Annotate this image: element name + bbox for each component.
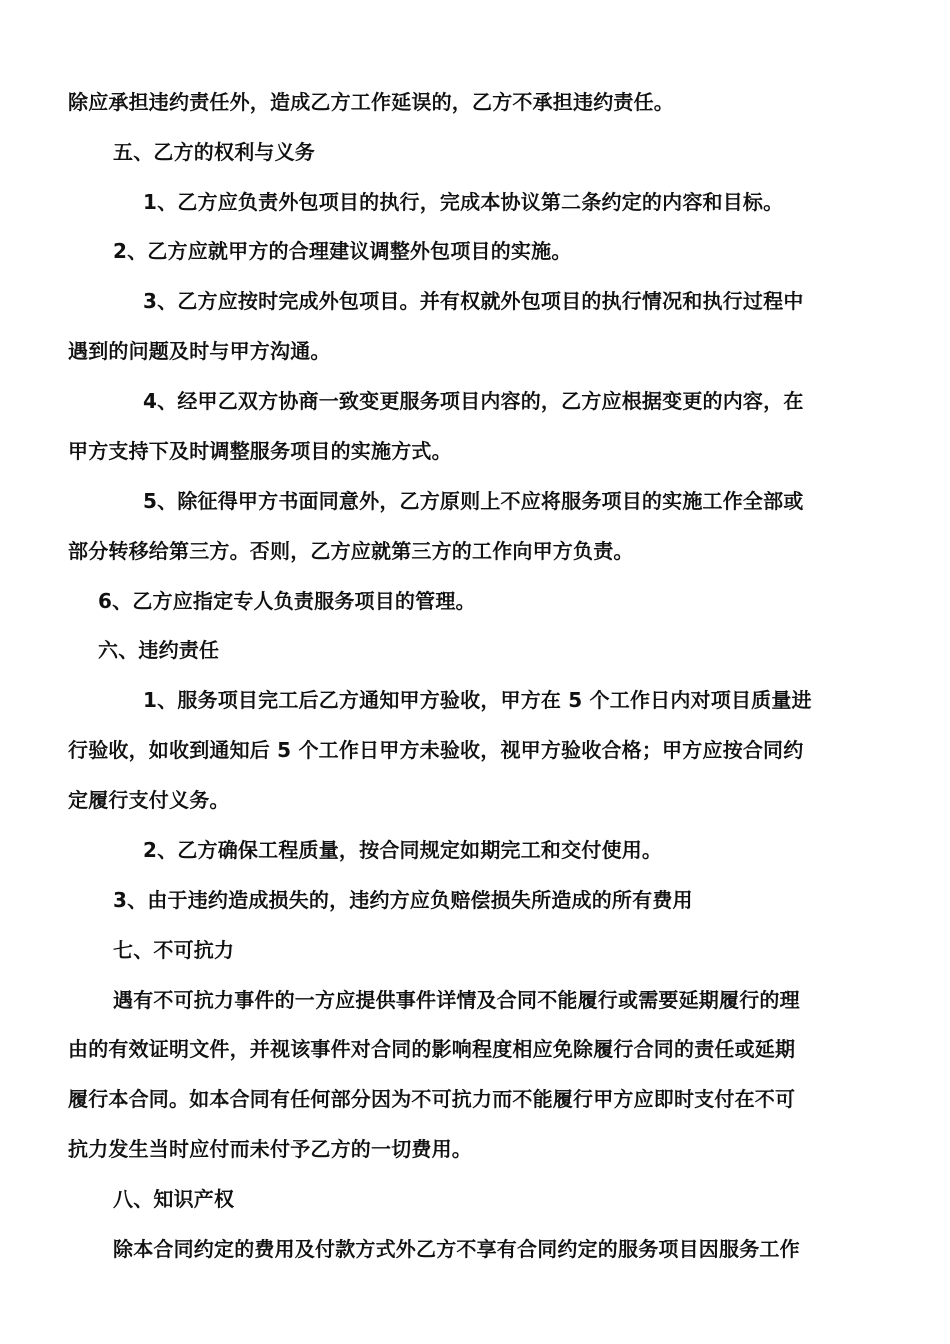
text-line: 除应承担违约责任外，造成乙方工作延误的，乙方不承担违约责任。 [68, 90, 674, 114]
text-line: 1、服务项目完工后乙方通知甲方验收，甲方在 5 个工作日内对项目质量进 [143, 688, 812, 712]
text-line: 6、乙方应指定专人负责服务项目的管理。 [98, 589, 476, 613]
text-line: 4、经甲乙双方协商一致变更服务项目内容的，乙方应根据变更的内容，在 [143, 389, 804, 413]
text-line: 2、乙方应就甲方的合理建议调整外包项目的实施。 [113, 239, 572, 263]
text-line: 1、乙方应负责外包项目的执行，完成本协议第二条约定的内容和目标。 [143, 190, 784, 214]
section-heading: 六、违约责任 [98, 638, 220, 662]
text-line: 3、由于违约造成损失的，违约方应负赔偿损失所造成的所有费用 [113, 888, 693, 912]
text-line: 甲方支持下及时调整服务项目的实施方式。 [68, 439, 452, 463]
text-line: 遇有不可抗力事件的一方应提供事件详情及合同不能履行或需要延期履行的理 [113, 988, 800, 1012]
section-heading: 五、乙方的权利与义务 [113, 140, 315, 164]
text-line: 抗力发生当时应付而未付予乙方的一切费用。 [68, 1137, 472, 1161]
text-line: 履行本合同。如本合同有任何部分因为不可抗力而不能履行甲方应即时支付在不可 [68, 1087, 796, 1111]
section-heading: 七、不可抗力 [113, 938, 235, 962]
text-line: 行验收，如收到通知后 5 个工作日甲方未验收，视甲方验收合格；甲方应按合同约 [68, 738, 804, 762]
text-line: 5、除征得甲方书面同意外，乙方原则上不应将服务项目的实施工作全部或 [143, 489, 804, 513]
text-line: 由的有效证明文件，并视该事件对合同的影响程度相应免除履行合同的责任或延期 [68, 1037, 796, 1061]
text-line: 2、乙方确保工程质量，按合同规定如期完工和交付使用。 [143, 838, 663, 862]
text-line: 3、乙方应按时完成外包项目。并有权就外包项目的执行情况和执行过程中 [143, 289, 804, 313]
section-heading: 八、知识产权 [113, 1187, 235, 1211]
text-line: 遇到的问题及时与甲方沟通。 [68, 339, 331, 363]
text-line: 部分转移给第三方。否则，乙方应就第三方的工作向甲方负责。 [68, 539, 634, 563]
text-line: 除本合同约定的费用及付款方式外乙方不享有合同约定的服务项目因服务工作 [113, 1237, 800, 1261]
text-line: 定履行支付义务。 [68, 788, 230, 812]
